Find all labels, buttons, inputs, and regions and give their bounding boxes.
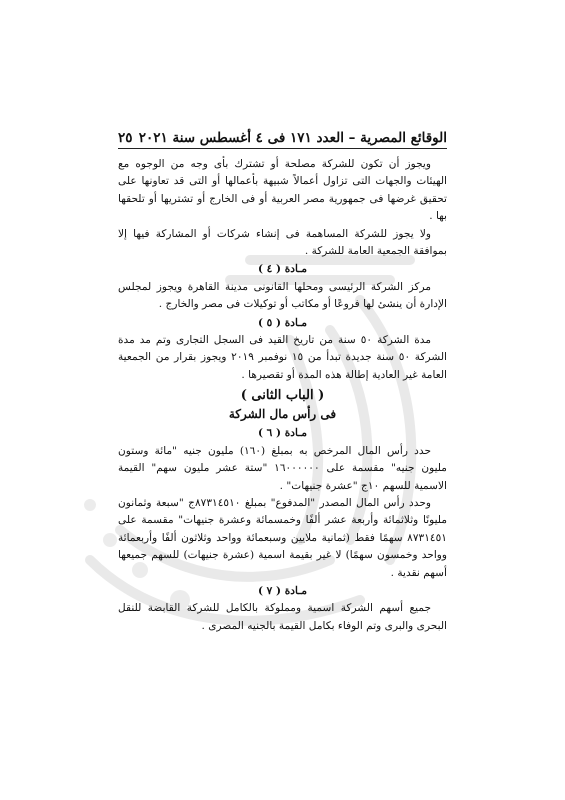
- header-title: الوقائع المصرية – العدد ١٧١ فى ٤ أغسطس سنة ٢٠٢١: [138, 130, 447, 146]
- article-heading: مـادة ( ٦ ): [257, 427, 308, 440]
- paragraph: ويجوز أن تكون للشركة مصلحة أو تشترك بأى وجه من الوجوه مع الهيئات والجهات التى تزاول أعمالاً شبيهة بأعمالها أو التى قد تعاونها على تحقيق غرضها فى جمهورية مصر العربية أو فى الخارج أو تشتريها أو تلحقها بها .: [118, 158, 447, 223]
- chapter-subtitle: فى رأس مال الشركة: [228, 407, 337, 422]
- chapter-title: ( الباب الثانى ): [240, 388, 325, 404]
- article-heading: مـادة ( ٧ ): [257, 584, 308, 597]
- paragraph: حدد رأس المال المرخص به بمبلغ (١٦٠) مليون جنيه "مائة وستون مليون جنيه" مقسمة على ١٦٠٠٠٠٠٠ "ستة عشر مليون سهم" القيمة الاسمية للسهم ١٠ج "عشرة جنيهات" .: [118, 444, 447, 492]
- document-body: [118, 156, 447, 635]
- paragraph: مدة الشركة ٥٠ سنة من تاريخ القيد فى السجل التجارى وتم مد مدة الشركة ٥٠ سنة جديدة تبدأ من ١٥ نوفمبر ٢٠١٩ ويجوز بقرار من الجمعية العامة غير العادية إطالة هذه المدة أو تقصيرها .: [118, 334, 447, 381]
- paragraph: مركز الشركة الرئيسى ومحلها القانونى مدينة القاهرة ويجوز لمجلس الإدارة أن ينشئ لها فروعًا أو مكاتب أو توكيلات فى مصر والخارج .: [118, 280, 447, 311]
- page-header: [118, 124, 447, 146]
- paragraph: وحدد رأس المال المصدر "المدفوع" بمبلغ ٨٧٣١٤٥١٠ج "سبعة وثمانون مليونًا وثلاثمائة وأربعة عشر ألفًا وخمسمائة وعشرة جنيهات" مقسمة على ٨٧٣١٤٥١ سهمًا فقط (ثمانية ملايين وسبعمائة وواحد وثلاثون ألفًا وأربعمائة وواحد وخمسون سهمًا) لا غير بقيمة اسمية (عشرة جنيهات) للسهم جميعها أسهم نقدية .: [118, 496, 447, 579]
- article-heading: مـادة ( ٤ ): [257, 263, 308, 276]
- article-heading: مـادة ( ٥ ): [257, 316, 308, 329]
- page-number: ٢٥: [118, 130, 133, 146]
- paragraph: ولا يجوز للشركة المساهمة فى إنشاء شركات أو المشاركة فيها إلا بموافقة الجمعية العامة للشركة .: [118, 227, 447, 258]
- paragraph: جميع أسهم الشركة اسمية ومملوكة بالكامل للشركة القابضة للنقل البحرى والبرى وتم الوفاء بكامل القيمة بالجنيه المصرى .: [118, 602, 447, 632]
- header-divider: [118, 148, 447, 149]
